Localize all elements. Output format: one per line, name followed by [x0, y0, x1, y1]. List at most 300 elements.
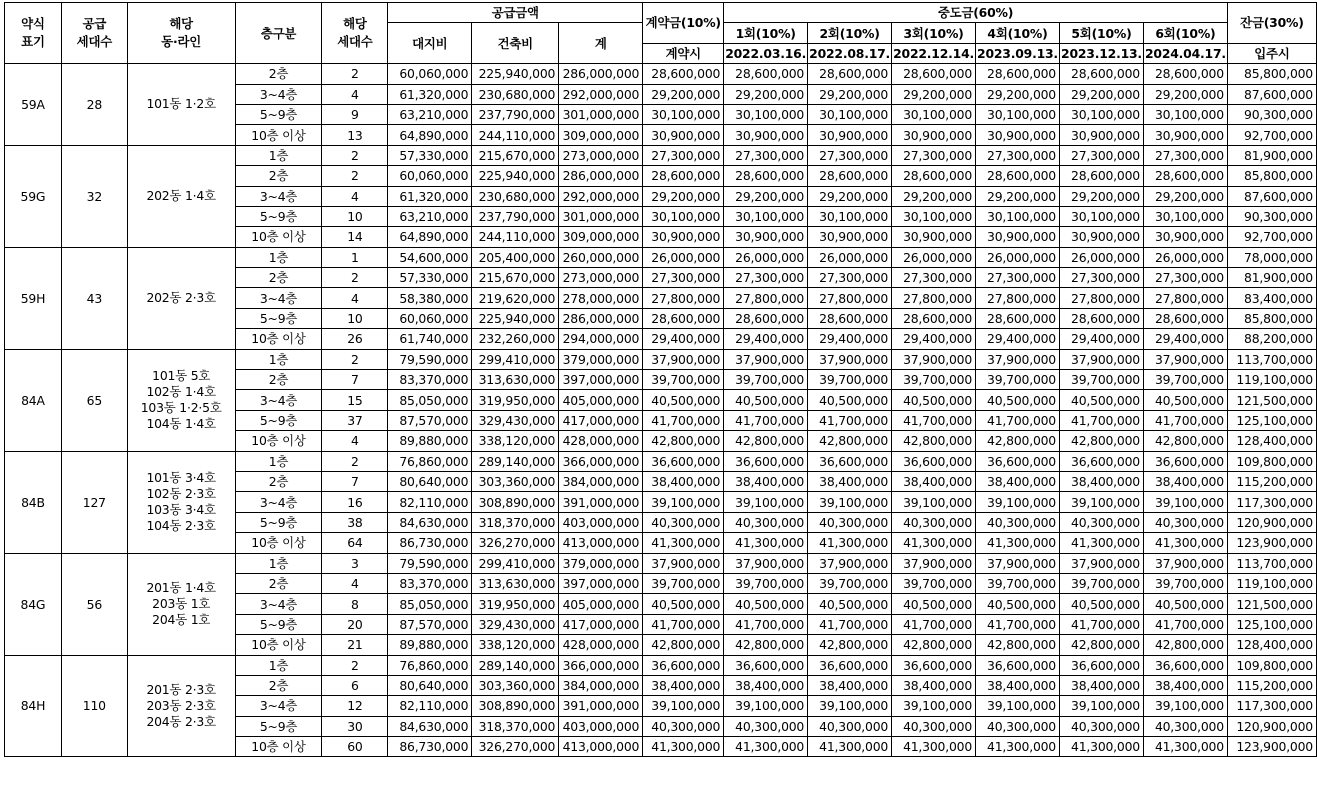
header-building-line: [127, 3, 235, 64]
table-row: [5, 655, 1317, 675]
header-supply-units-line2: 세대수: [76, 34, 112, 50]
floor-cell: 5~9층: [235, 614, 322, 634]
land-price-cell: 79,590,000: [388, 553, 472, 573]
interim-round-3-cell: 28,600,000: [892, 308, 976, 328]
land-price-cell: 83,370,000: [388, 370, 472, 390]
building-price-cell: 237,790,000: [472, 206, 559, 226]
interim-round-6-cell: 39,100,000: [1143, 492, 1227, 512]
interim-round-6-cell: 30,100,000: [1143, 104, 1227, 124]
interim-round-2-cell: 27,300,000: [808, 145, 892, 165]
header-type-abbr-line2: 표기: [21, 34, 45, 50]
interim-round-1-cell: 28,600,000: [724, 166, 808, 186]
building-line-cell: [127, 655, 235, 757]
header-interim-round-5: 5회(10%): [1060, 23, 1144, 43]
interim-round-3-cell: 40,500,000: [892, 594, 976, 614]
interim-round-6-cell: 41,700,000: [1143, 410, 1227, 430]
land-price-cell: 84,630,000: [388, 512, 472, 532]
land-price-cell: 86,730,000: [388, 737, 472, 757]
building-line-text: 204동 2·3호: [146, 713, 216, 729]
interim-round-1-cell: 29,200,000: [724, 186, 808, 206]
floor-cell: 2층: [235, 675, 322, 695]
building-price-cell: 205,400,000: [472, 247, 559, 267]
units-cell: 2: [322, 451, 388, 471]
interim-round-5-cell: 42,800,000: [1060, 431, 1144, 451]
interim-round-3-cell: 39,100,000: [892, 492, 976, 512]
floor-cell: 3~4층: [235, 84, 322, 104]
interim-round-4-cell: 27,300,000: [976, 268, 1060, 288]
building-price-cell: 232,260,000: [472, 329, 559, 349]
header-interim-round-1: 1회(10%): [724, 23, 808, 43]
floor-cell: 3~4층: [235, 390, 322, 410]
balance-cell: 113,700,000: [1227, 349, 1316, 369]
interim-round-3-cell: 27,300,000: [892, 145, 976, 165]
building-price-cell: 244,110,000: [472, 125, 559, 145]
header-row-1: [5, 3, 1317, 23]
interim-round-3-cell: 28,600,000: [892, 64, 976, 84]
header-floor-group: 층구분: [235, 3, 322, 64]
header-interim: 중도금(60%): [724, 3, 1228, 23]
units-cell: 20: [322, 614, 388, 634]
interim-round-4-cell: 28,600,000: [976, 64, 1060, 84]
floor-cell: 5~9층: [235, 206, 322, 226]
interim-round-5-cell: 40,500,000: [1060, 594, 1144, 614]
interim-round-1-cell: 36,600,000: [724, 451, 808, 471]
interim-round-3-cell: 29,200,000: [892, 186, 976, 206]
balance-cell: 87,600,000: [1227, 186, 1316, 206]
header-units-line2: 세대수: [337, 34, 373, 50]
deposit-cell: 30,900,000: [643, 125, 724, 145]
building-price-cell: 338,120,000: [472, 635, 559, 655]
balance-cell: 78,000,000: [1227, 247, 1316, 267]
interim-round-6-cell: 42,800,000: [1143, 431, 1227, 451]
interim-round-2-cell: 38,400,000: [808, 471, 892, 491]
building-price-cell: 329,430,000: [472, 614, 559, 634]
floor-cell: 10층 이상: [235, 533, 322, 553]
building-price-cell: 338,120,000: [472, 431, 559, 451]
deposit-cell: 42,800,000: [643, 635, 724, 655]
units-cell: 60: [322, 737, 388, 757]
interim-round-1-cell: 41,300,000: [724, 533, 808, 553]
land-price-cell: 63,210,000: [388, 206, 472, 226]
land-price-cell: 86,730,000: [388, 533, 472, 553]
units-cell: 12: [322, 696, 388, 716]
land-price-cell: 76,860,000: [388, 655, 472, 675]
land-price-cell: 61,320,000: [388, 186, 472, 206]
units-cell: 4: [322, 431, 388, 451]
balance-cell: 85,800,000: [1227, 64, 1316, 84]
interim-round-6-cell: 37,900,000: [1143, 553, 1227, 573]
interim-round-1-cell: 36,600,000: [724, 655, 808, 675]
balance-cell: 90,300,000: [1227, 104, 1316, 124]
land-price-cell: 82,110,000: [388, 696, 472, 716]
total-price-cell: 384,000,000: [559, 471, 643, 491]
balance-cell: 121,500,000: [1227, 390, 1316, 410]
header-units-line1: 해당: [343, 16, 367, 32]
interim-round-6-cell: 39,700,000: [1143, 370, 1227, 390]
floor-cell: 1층: [235, 451, 322, 471]
interim-round-2-cell: 36,600,000: [808, 655, 892, 675]
total-price-cell: 286,000,000: [559, 64, 643, 84]
total-price-cell: 403,000,000: [559, 716, 643, 736]
floor-cell: 10층 이상: [235, 125, 322, 145]
interim-round-1-cell: 27,300,000: [724, 145, 808, 165]
units-cell: 2: [322, 145, 388, 165]
land-price-cell: 57,330,000: [388, 268, 472, 288]
total-price-cell: 286,000,000: [559, 166, 643, 186]
balance-cell: 109,800,000: [1227, 655, 1316, 675]
header-deposit: 계약금(10%): [643, 3, 724, 44]
deposit-cell: 38,400,000: [643, 471, 724, 491]
header-interim-round-4: 4회(10%): [976, 23, 1060, 43]
interim-round-4-cell: 40,500,000: [976, 594, 1060, 614]
total-price-cell: 403,000,000: [559, 512, 643, 532]
interim-round-1-cell: 27,800,000: [724, 288, 808, 308]
units-cell: 2: [322, 268, 388, 288]
interim-round-4-cell: 38,400,000: [976, 675, 1060, 695]
floor-cell: 2층: [235, 268, 322, 288]
supply-units-cell: 32: [61, 145, 127, 247]
units-cell: 26: [322, 329, 388, 349]
total-price-cell: 405,000,000: [559, 594, 643, 614]
total-price-cell: 384,000,000: [559, 675, 643, 695]
building-line-text: 204동 1호: [152, 612, 211, 628]
interim-round-4-cell: 29,400,000: [976, 329, 1060, 349]
land-price-cell: 85,050,000: [388, 390, 472, 410]
interim-round-3-cell: 40,500,000: [892, 390, 976, 410]
interim-round-6-cell: 27,300,000: [1143, 268, 1227, 288]
land-price-cell: 58,380,000: [388, 288, 472, 308]
building-price-cell: 308,890,000: [472, 696, 559, 716]
interim-round-4-cell: 39,700,000: [976, 573, 1060, 593]
interim-round-3-cell: 30,100,000: [892, 104, 976, 124]
interim-round-4-cell: 42,800,000: [976, 431, 1060, 451]
building-line-text: 102동 2·3호: [146, 486, 216, 502]
interim-round-6-cell: 36,600,000: [1143, 655, 1227, 675]
interim-round-3-cell: 41,300,000: [892, 737, 976, 757]
deposit-cell: 38,400,000: [643, 675, 724, 695]
land-price-cell: 82,110,000: [388, 492, 472, 512]
total-price-cell: 292,000,000: [559, 84, 643, 104]
building-price-cell: 299,410,000: [472, 553, 559, 573]
building-price-cell: 215,670,000: [472, 145, 559, 165]
header-interim-date-6: 2024.04.17.: [1143, 43, 1227, 63]
land-price-cell: 87,570,000: [388, 410, 472, 430]
units-cell: 4: [322, 288, 388, 308]
interim-round-4-cell: 41,700,000: [976, 614, 1060, 634]
balance-cell: 81,900,000: [1227, 268, 1316, 288]
balance-cell: 125,100,000: [1227, 410, 1316, 430]
units-cell: 16: [322, 492, 388, 512]
land-price-cell: 63,210,000: [388, 104, 472, 124]
interim-round-2-cell: 28,600,000: [808, 166, 892, 186]
interim-round-1-cell: 39,100,000: [724, 492, 808, 512]
header-interim-date-2: 2022.08.17.: [808, 43, 892, 63]
interim-round-5-cell: 30,100,000: [1060, 104, 1144, 124]
building-price-cell: 318,370,000: [472, 716, 559, 736]
land-price-cell: 87,570,000: [388, 614, 472, 634]
building-price-cell: 313,630,000: [472, 573, 559, 593]
header-deposit-when: 계약시: [643, 43, 724, 63]
table-row: [5, 451, 1317, 471]
total-price-cell: 428,000,000: [559, 635, 643, 655]
interim-round-4-cell: 28,600,000: [976, 308, 1060, 328]
deposit-cell: 28,600,000: [643, 64, 724, 84]
floor-cell: 5~9층: [235, 512, 322, 532]
building-line-cell: [127, 145, 235, 247]
interim-round-1-cell: 30,900,000: [724, 227, 808, 247]
floor-cell: 1층: [235, 349, 322, 369]
interim-round-5-cell: 39,100,000: [1060, 696, 1144, 716]
deposit-cell: 41,300,000: [643, 533, 724, 553]
interim-round-2-cell: 37,900,000: [808, 553, 892, 573]
deposit-cell: 39,700,000: [643, 370, 724, 390]
interim-round-1-cell: 40,300,000: [724, 716, 808, 736]
deposit-cell: 30,900,000: [643, 227, 724, 247]
building-line-text: 202동 2·3호: [146, 290, 216, 306]
balance-cell: 125,100,000: [1227, 614, 1316, 634]
interim-round-6-cell: 40,500,000: [1143, 390, 1227, 410]
interim-round-5-cell: 42,800,000: [1060, 635, 1144, 655]
balance-cell: 92,700,000: [1227, 227, 1316, 247]
interim-round-2-cell: 29,400,000: [808, 329, 892, 349]
table-row: [5, 247, 1317, 267]
land-price-cell: 83,370,000: [388, 573, 472, 593]
balance-cell: 85,800,000: [1227, 308, 1316, 328]
building-price-cell: 313,630,000: [472, 370, 559, 390]
building-price-cell: 326,270,000: [472, 533, 559, 553]
interim-round-1-cell: 28,600,000: [724, 64, 808, 84]
total-price-cell: 292,000,000: [559, 186, 643, 206]
interim-round-5-cell: 29,400,000: [1060, 329, 1144, 349]
interim-round-3-cell: 29,200,000: [892, 84, 976, 104]
interim-round-2-cell: 39,100,000: [808, 696, 892, 716]
interim-round-1-cell: 26,000,000: [724, 247, 808, 267]
interim-round-2-cell: 40,300,000: [808, 512, 892, 532]
total-price-cell: 294,000,000: [559, 329, 643, 349]
interim-round-3-cell: 30,100,000: [892, 206, 976, 226]
floor-cell: 3~4층: [235, 186, 322, 206]
balance-cell: 85,800,000: [1227, 166, 1316, 186]
type-cell: 84H: [5, 655, 62, 757]
building-line-text: 203동 1호: [152, 596, 211, 612]
interim-round-5-cell: 28,600,000: [1060, 166, 1144, 186]
units-cell: 10: [322, 206, 388, 226]
units-cell: 1: [322, 247, 388, 267]
building-price-cell: 225,940,000: [472, 308, 559, 328]
interim-round-4-cell: 30,100,000: [976, 206, 1060, 226]
interim-round-4-cell: 38,400,000: [976, 471, 1060, 491]
floor-cell: 5~9층: [235, 410, 322, 430]
balance-cell: 92,700,000: [1227, 125, 1316, 145]
units-cell: 14: [322, 227, 388, 247]
interim-round-3-cell: 41,700,000: [892, 614, 976, 634]
interim-round-2-cell: 41,300,000: [808, 737, 892, 757]
interim-round-5-cell: 41,700,000: [1060, 614, 1144, 634]
interim-round-1-cell: 29,200,000: [724, 84, 808, 104]
balance-cell: 90,300,000: [1227, 206, 1316, 226]
interim-round-2-cell: 30,100,000: [808, 104, 892, 124]
interim-round-1-cell: 40,500,000: [724, 594, 808, 614]
type-cell: 59H: [5, 247, 62, 349]
interim-round-1-cell: 27,300,000: [724, 268, 808, 288]
interim-round-1-cell: 42,800,000: [724, 431, 808, 451]
land-price-cell: 61,320,000: [388, 84, 472, 104]
floor-cell: 2층: [235, 370, 322, 390]
floor-cell: 5~9층: [235, 308, 322, 328]
interim-round-2-cell: 26,000,000: [808, 247, 892, 267]
interim-round-2-cell: 29,200,000: [808, 84, 892, 104]
building-line-text: 203동 2·3호: [146, 697, 216, 713]
interim-round-1-cell: 41,700,000: [724, 410, 808, 430]
floor-cell: 1층: [235, 553, 322, 573]
floor-cell: 10층 이상: [235, 737, 322, 757]
land-price-cell: 64,890,000: [388, 125, 472, 145]
building-line-text: 202동 1·4호: [146, 188, 216, 204]
floor-cell: 10층 이상: [235, 329, 322, 349]
interim-round-1-cell: 42,800,000: [724, 635, 808, 655]
balance-cell: 87,600,000: [1227, 84, 1316, 104]
balance-cell: 81,900,000: [1227, 145, 1316, 165]
table-row: [5, 553, 1317, 573]
units-cell: 8: [322, 594, 388, 614]
interim-round-2-cell: 29,200,000: [808, 186, 892, 206]
land-price-cell: 80,640,000: [388, 471, 472, 491]
type-cell: 84A: [5, 349, 62, 451]
building-price-cell: 225,940,000: [472, 166, 559, 186]
interim-round-2-cell: 30,900,000: [808, 227, 892, 247]
land-price-cell: 64,890,000: [388, 227, 472, 247]
interim-round-3-cell: 40,300,000: [892, 716, 976, 736]
interim-round-5-cell: 40,300,000: [1060, 716, 1144, 736]
balance-cell: 115,200,000: [1227, 675, 1316, 695]
balance-cell: 128,400,000: [1227, 431, 1316, 451]
header-supply-units-line1: 공급: [82, 16, 107, 32]
total-price-cell: 273,000,000: [559, 268, 643, 288]
interim-round-6-cell: 27,300,000: [1143, 145, 1227, 165]
interim-round-2-cell: 40,300,000: [808, 716, 892, 736]
total-price-cell: 417,000,000: [559, 614, 643, 634]
land-price-cell: 57,330,000: [388, 145, 472, 165]
interim-round-6-cell: 41,300,000: [1143, 533, 1227, 553]
interim-round-4-cell: 27,300,000: [976, 145, 1060, 165]
deposit-cell: 39,100,000: [643, 696, 724, 716]
deposit-cell: 40,500,000: [643, 390, 724, 410]
interim-round-1-cell: 40,500,000: [724, 390, 808, 410]
balance-cell: 113,700,000: [1227, 553, 1316, 573]
interim-round-4-cell: 40,300,000: [976, 716, 1060, 736]
total-price-cell: 301,000,000: [559, 206, 643, 226]
floor-cell: 3~4층: [235, 288, 322, 308]
interim-round-1-cell: 39,700,000: [724, 573, 808, 593]
interim-round-4-cell: 37,900,000: [976, 553, 1060, 573]
interim-round-2-cell: 41,700,000: [808, 410, 892, 430]
land-price-cell: 80,640,000: [388, 675, 472, 695]
land-price-cell: 89,880,000: [388, 431, 472, 451]
interim-round-4-cell: 39,700,000: [976, 370, 1060, 390]
units-cell: 13: [322, 125, 388, 145]
interim-round-4-cell: 40,300,000: [976, 512, 1060, 532]
balance-cell: 120,900,000: [1227, 512, 1316, 532]
interim-round-4-cell: 42,800,000: [976, 635, 1060, 655]
interim-round-1-cell: 40,300,000: [724, 512, 808, 532]
land-price-cell: 60,060,000: [388, 64, 472, 84]
deposit-cell: 36,600,000: [643, 655, 724, 675]
floor-cell: 5~9층: [235, 716, 322, 736]
interim-round-6-cell: 40,300,000: [1143, 716, 1227, 736]
supply-units-cell: 127: [61, 451, 127, 553]
deposit-cell: 29,400,000: [643, 329, 724, 349]
interim-round-2-cell: 28,600,000: [808, 308, 892, 328]
total-price-cell: 309,000,000: [559, 125, 643, 145]
interim-round-5-cell: 37,900,000: [1060, 349, 1144, 369]
interim-round-4-cell: 30,900,000: [976, 125, 1060, 145]
type-cell: 84B: [5, 451, 62, 553]
interim-round-3-cell: 42,800,000: [892, 431, 976, 451]
header-interim-date-1: 2022.03.16.: [724, 43, 808, 63]
interim-round-1-cell: 41,300,000: [724, 737, 808, 757]
building-line-text: 101동 3·4호: [146, 470, 216, 486]
header-building-line-line2: 동·라인: [161, 34, 202, 50]
header-building: 건축비: [472, 23, 559, 64]
interim-round-1-cell: 28,600,000: [724, 308, 808, 328]
interim-round-3-cell: 41,300,000: [892, 533, 976, 553]
total-price-cell: 397,000,000: [559, 573, 643, 593]
header-units: [322, 3, 388, 64]
units-cell: 15: [322, 390, 388, 410]
balance-cell: 119,100,000: [1227, 370, 1316, 390]
header-balance-when: 입주시: [1227, 43, 1316, 63]
interim-round-2-cell: 30,100,000: [808, 206, 892, 226]
interim-round-5-cell: 36,600,000: [1060, 655, 1144, 675]
building-price-cell: 303,360,000: [472, 675, 559, 695]
interim-round-4-cell: 39,100,000: [976, 492, 1060, 512]
interim-round-2-cell: 30,900,000: [808, 125, 892, 145]
balance-cell: 115,200,000: [1227, 471, 1316, 491]
building-line-text: 104동 1·4호: [146, 416, 216, 432]
interim-round-2-cell: 41,300,000: [808, 533, 892, 553]
building-price-cell: 318,370,000: [472, 512, 559, 532]
balance-cell: 109,800,000: [1227, 451, 1316, 471]
interim-round-5-cell: 29,200,000: [1060, 186, 1144, 206]
floor-cell: 1층: [235, 247, 322, 267]
interim-round-3-cell: 27,300,000: [892, 268, 976, 288]
interim-round-6-cell: 29,400,000: [1143, 329, 1227, 349]
units-cell: 38: [322, 512, 388, 532]
interim-round-1-cell: 39,100,000: [724, 696, 808, 716]
interim-round-2-cell: 40,500,000: [808, 390, 892, 410]
floor-cell: 3~4층: [235, 594, 322, 614]
header-supply-price: 공급금액: [388, 3, 643, 23]
total-price-cell: 391,000,000: [559, 696, 643, 716]
deposit-cell: 36,600,000: [643, 451, 724, 471]
interim-round-3-cell: 38,400,000: [892, 675, 976, 695]
interim-round-6-cell: 30,900,000: [1143, 227, 1227, 247]
interim-round-6-cell: 40,300,000: [1143, 512, 1227, 532]
interim-round-3-cell: 39,700,000: [892, 573, 976, 593]
balance-cell: 123,900,000: [1227, 533, 1316, 553]
building-line-text: 201동 2·3호: [146, 681, 216, 697]
interim-round-2-cell: 37,900,000: [808, 349, 892, 369]
interim-round-2-cell: 42,800,000: [808, 431, 892, 451]
header-interim-round-3: 3회(10%): [892, 23, 976, 43]
interim-round-3-cell: 27,800,000: [892, 288, 976, 308]
building-price-cell: 237,790,000: [472, 104, 559, 124]
land-price-cell: 60,060,000: [388, 308, 472, 328]
building-price-cell: 215,670,000: [472, 268, 559, 288]
interim-round-2-cell: 28,600,000: [808, 64, 892, 84]
interim-round-2-cell: 27,300,000: [808, 268, 892, 288]
units-cell: 7: [322, 370, 388, 390]
